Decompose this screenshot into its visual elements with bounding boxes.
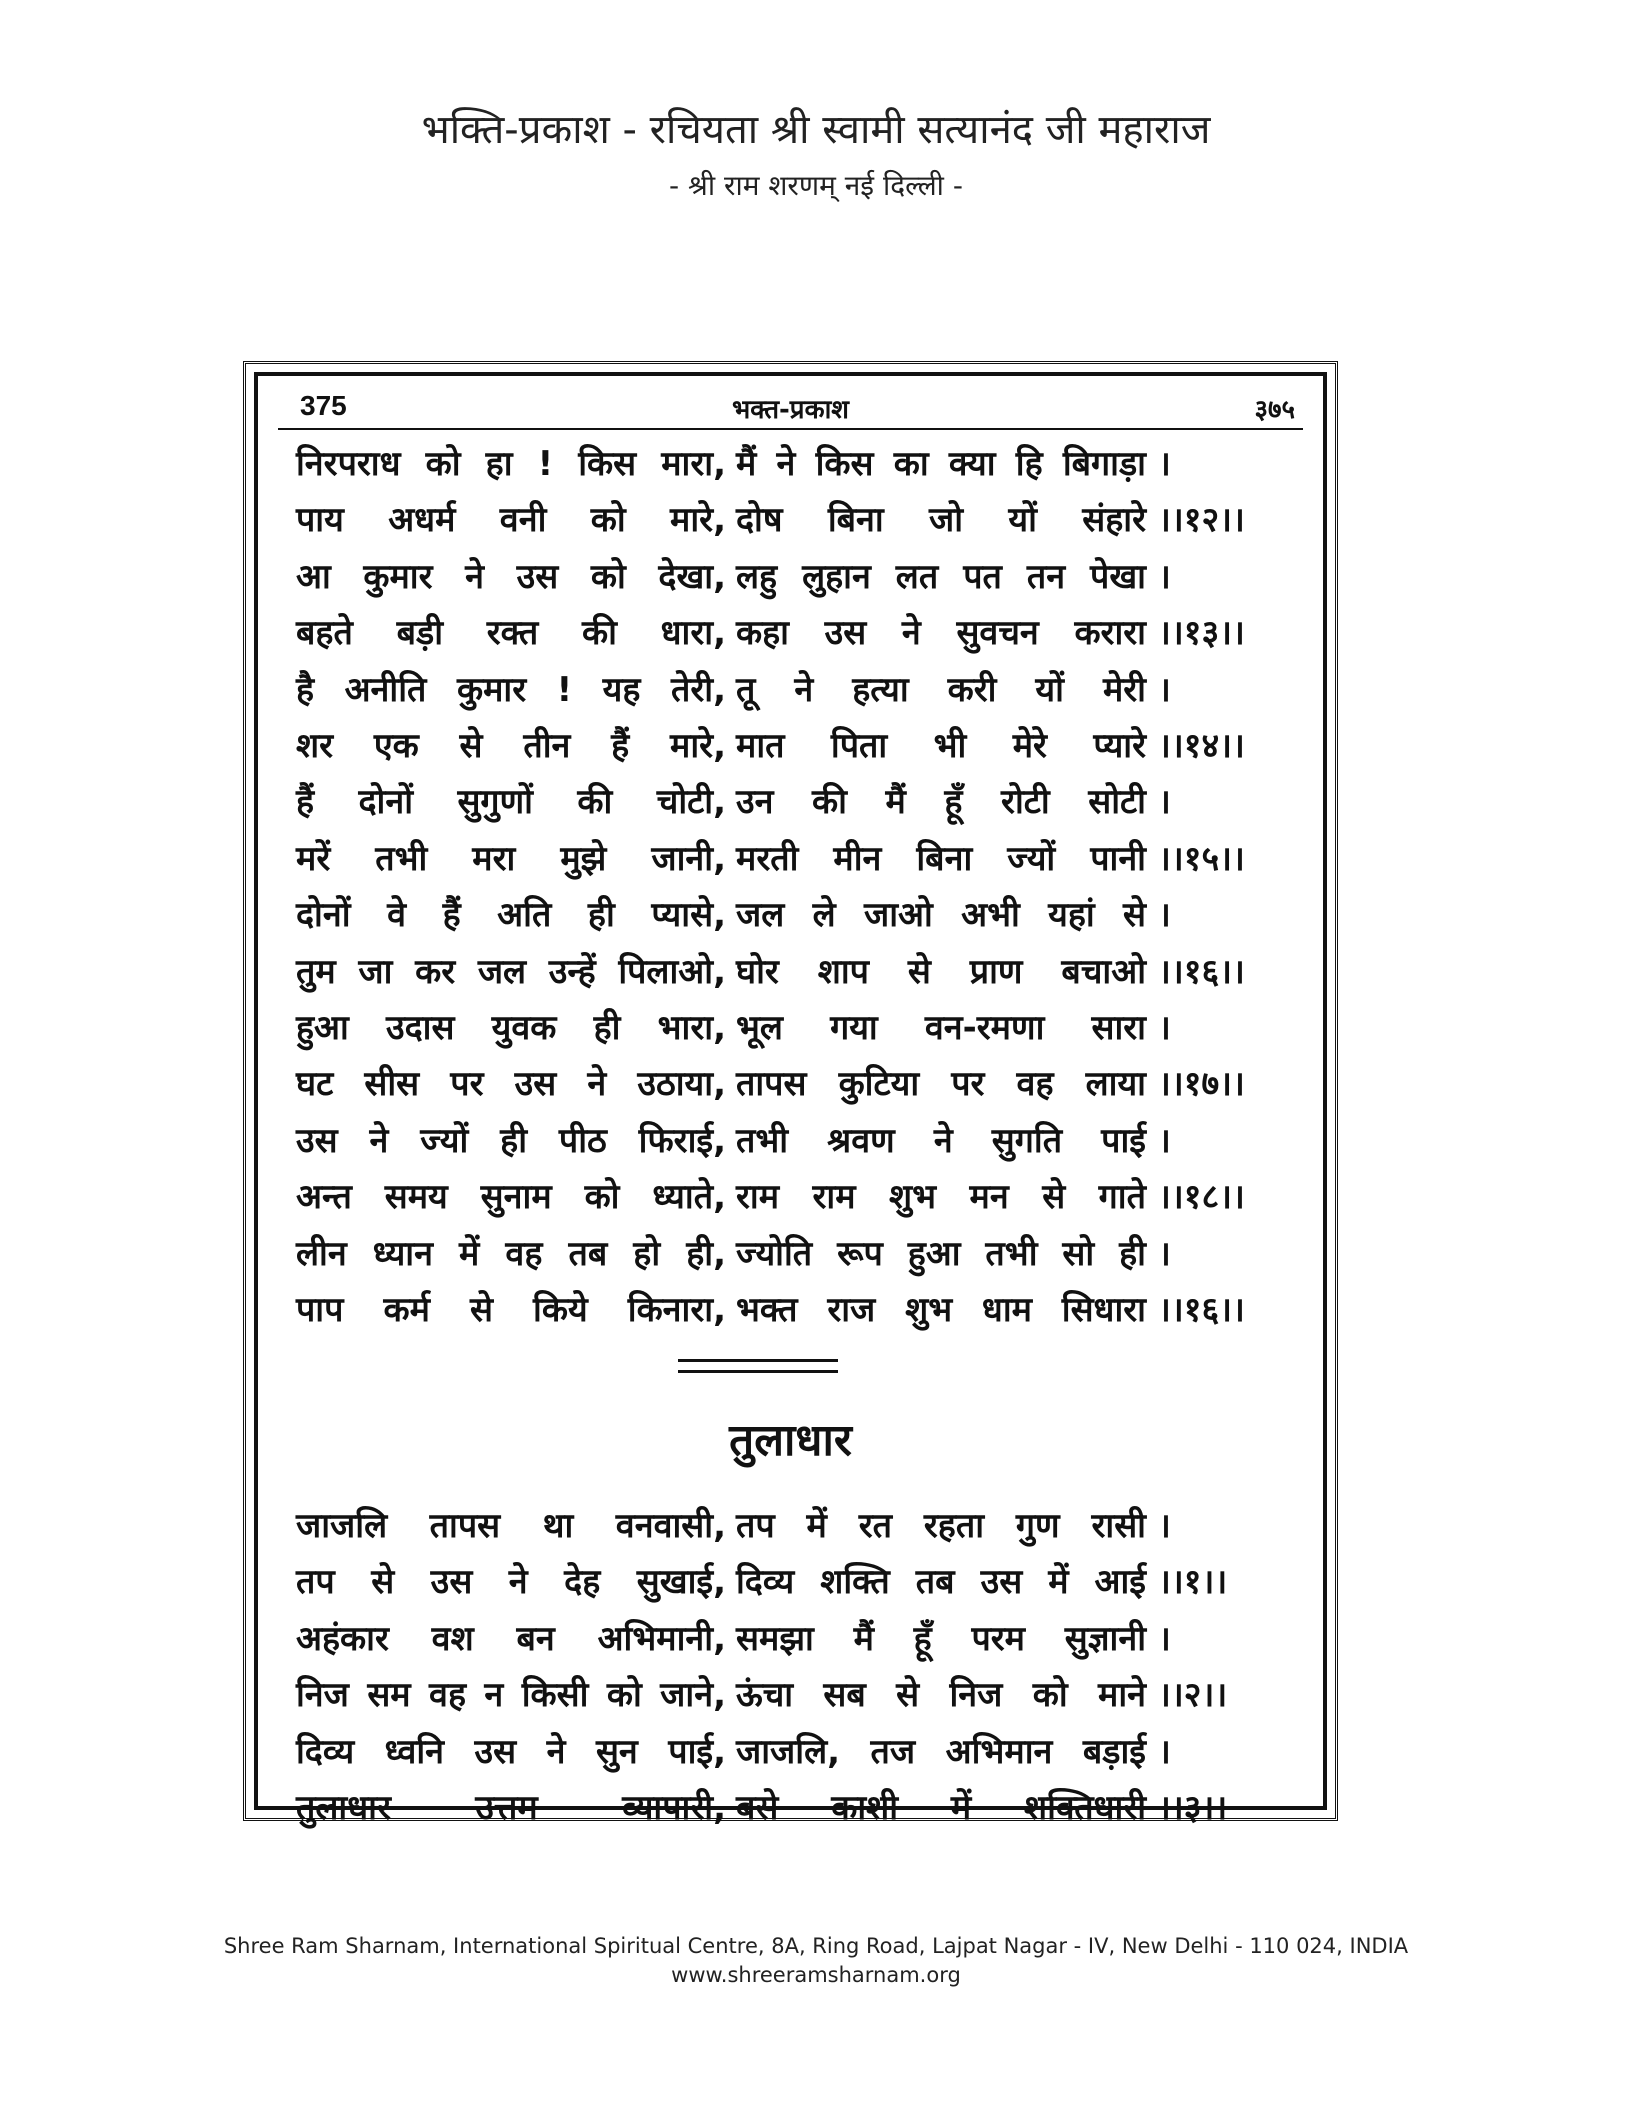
verse-second-half: जल ले जाओ अभी यहां से <box>736 895 1146 936</box>
verse-second-half: मात पिता भी मेरे प्यारे <box>736 726 1146 766</box>
verse-number: । <box>1158 444 1171 484</box>
section-title: तुलाधार <box>729 1415 852 1466</box>
verse-first-half: दोनों वे हैं अति ही प्यासे, <box>296 895 726 936</box>
verse-first-half: तुम जा कर जल उन्हें पिलाओ, <box>296 951 726 992</box>
verse-line <box>296 1780 1316 1836</box>
verse-number: ।।१४।। <box>1158 726 1245 766</box>
verse-second-half: ऊंचा सब से निज को माने <box>736 1675 1146 1716</box>
verse-line <box>296 1056 1316 1112</box>
verse-second-half: मैं ने किस का क्या हि बिगाड़ा <box>736 444 1146 484</box>
verse-number: ।।२।। <box>1158 1675 1228 1716</box>
verse-second-half: दिव्य शक्ति तब उस में आई <box>736 1562 1146 1603</box>
verse-second-half: कहा उस ने सुवचन करारा <box>736 613 1146 654</box>
verse-line <box>296 1113 1316 1169</box>
verse-first-half: दिव्य ध्वनि उस ने सुन पाई, <box>296 1731 726 1772</box>
verse-line <box>296 944 1316 1000</box>
verse-number: । <box>1158 1506 1171 1546</box>
header-rule <box>278 428 1303 430</box>
verse-line <box>296 887 1316 943</box>
verse-line <box>296 1000 1316 1056</box>
verse-number: । <box>1158 895 1171 936</box>
verse-number: । <box>1158 1618 1171 1659</box>
verse-first-half: जाजलि तापस था वनवासी, <box>296 1506 726 1546</box>
verse-line <box>296 1554 1316 1610</box>
verse-number: । <box>1158 669 1171 710</box>
verse-line <box>296 1282 1316 1338</box>
verse-line <box>296 1226 1316 1282</box>
verse-second-half: भक्त राज शुभ धाम सिधारा <box>736 1290 1146 1330</box>
verse-second-half: लहु लुहान लत पत तन पेखा <box>736 556 1146 597</box>
verse-number: ।।१८।। <box>1158 1177 1245 1218</box>
verse-first-half: शर एक से तीन हैं मारे, <box>296 726 726 766</box>
verse-first-half: हैं दोनों सुगुणों की चोटी, <box>296 782 726 823</box>
footer-website: www.shreeramsharnam.org <box>671 1963 961 1987</box>
verse-line <box>296 605 1316 661</box>
verse-second-half: घोर शाप से प्राण बचाओ <box>736 951 1146 992</box>
verse-first-half: तुलाधार उत्तम व्यापारी, <box>296 1788 726 1828</box>
verse-number: ।।१५।। <box>1158 838 1245 879</box>
verse-number: ।।१७।। <box>1158 1064 1245 1105</box>
verse-second-half: जाजलि, तज अभिमान बड़ाई <box>736 1731 1146 1772</box>
verse-first-half: बहते बड़ी रक्त की धारा, <box>296 613 726 654</box>
verse-first-half: अन्त समय सुनाम को ध्याते, <box>296 1177 726 1218</box>
verse-number: । <box>1158 1120 1171 1161</box>
verse-first-half: लीन ध्यान में वह तब हो ही, <box>296 1233 726 1274</box>
verse-line <box>296 549 1316 605</box>
verse-line <box>296 718 1316 774</box>
verse-second-half: भूल गया वन-रमणा सारा <box>736 1008 1146 1048</box>
page-frame <box>243 361 1338 1828</box>
verse-first-half: निरपराध को हा ! किस मारा, <box>296 444 726 484</box>
verse-first-half: तप से उस ने देह सुखाई, <box>296 1562 726 1603</box>
verse-first-half: पाप कर्म से किये किनारा, <box>296 1290 726 1330</box>
verse-line <box>296 1611 1316 1667</box>
verse-second-half: समझा मैं हूँ परम सुज्ञानी <box>736 1618 1146 1659</box>
verse-line <box>296 436 1316 492</box>
verse-line <box>296 1667 1316 1723</box>
verse-second-half: मरती मीन बिना ज्यों पानी <box>736 838 1146 879</box>
footer-address: Shree Ram Sharnam, International Spiritual Centre, 8A, Ring Road, Lajpat Nagar - IV, New Delhi - 110 024, INDIA <box>223 1934 1409 1958</box>
verse-number: । <box>1158 1233 1171 1274</box>
page-header <box>278 386 1303 426</box>
verse-number: ।।१।। <box>1158 1562 1228 1603</box>
page-inner-border <box>254 372 1327 1828</box>
verse-first-half: मरें तभी मरा मुझे जानी, <box>296 838 726 879</box>
verse-second-half: ज्योति रूप हुआ तभी सो ही <box>736 1233 1146 1274</box>
verse-line <box>296 1169 1316 1225</box>
verse-second-half: दोष बिना जो यों संहारे <box>736 500 1146 541</box>
verse-number: ।।१६।। <box>1158 1290 1245 1330</box>
verse-number: । <box>1158 556 1171 597</box>
verse-second-half: तभी श्रवण ने सुगति पाई <box>736 1120 1146 1161</box>
document-title: भक्ति-प्रकाश - रचियता श्री स्वामी सत्यानंद जी महाराज <box>421 107 1211 153</box>
page-number-arabic: 375 <box>300 390 347 421</box>
verse-number: ।।३।। <box>1158 1788 1228 1828</box>
document-subtitle: - श्री राम शरणम् नई दिल्ली - <box>669 169 963 202</box>
verse-second-half: उन की मैं हूँ रोटी सोटी <box>736 782 1146 823</box>
verse-number: ।।१६।। <box>1158 951 1245 992</box>
verse-first-half: अहंकार वश बन अभिमानी, <box>296 1618 726 1659</box>
verse-number: । <box>1158 782 1171 823</box>
verse-first-half: निज सम वह न किसी को जाने, <box>296 1675 726 1716</box>
verse-second-half: बसे काशी में शक्तिधारी <box>736 1788 1146 1828</box>
verse-number: । <box>1158 1731 1171 1772</box>
page-number-devanagari: ३७५ <box>1254 395 1295 425</box>
verse-first-half: हुआ उदास युवक ही भारा, <box>296 1008 726 1048</box>
verse-number: ।।१२।। <box>1158 500 1245 541</box>
verse-line <box>296 831 1316 887</box>
verse-second-half: तापस कुटिया पर वह लाया <box>736 1064 1146 1105</box>
verse-first-half: पाय अधर्म वनी को मारे, <box>296 500 726 541</box>
verse-line <box>296 1498 1316 1554</box>
verse-first-half: उस ने ज्यों ही पीठ फिराई, <box>296 1120 726 1161</box>
verse-first-half: आ कुमार ने उस को देखा, <box>296 556 726 597</box>
verse-line <box>296 492 1316 548</box>
verse-second-half: राम राम शुभ मन से गाते <box>736 1177 1146 1218</box>
verse-number: ।।१३।। <box>1158 613 1245 654</box>
verse-second-half: तू ने हत्या करी यों मेरी <box>736 669 1146 710</box>
verse-line <box>296 774 1316 830</box>
verse-line <box>296 662 1316 718</box>
verse-first-half: घट सीस पर उस ने उठाया, <box>296 1064 726 1105</box>
section-divider <box>678 1359 838 1373</box>
verse-number: । <box>1158 1008 1171 1048</box>
verse-second-half: तप में रत रहता गुण रासी <box>736 1506 1146 1546</box>
verse-line <box>296 1724 1316 1780</box>
page-running-title: भक्त-प्रकाश <box>731 395 849 425</box>
verse-first-half: है अनीति कुमार ! यह तेरी, <box>296 669 726 710</box>
